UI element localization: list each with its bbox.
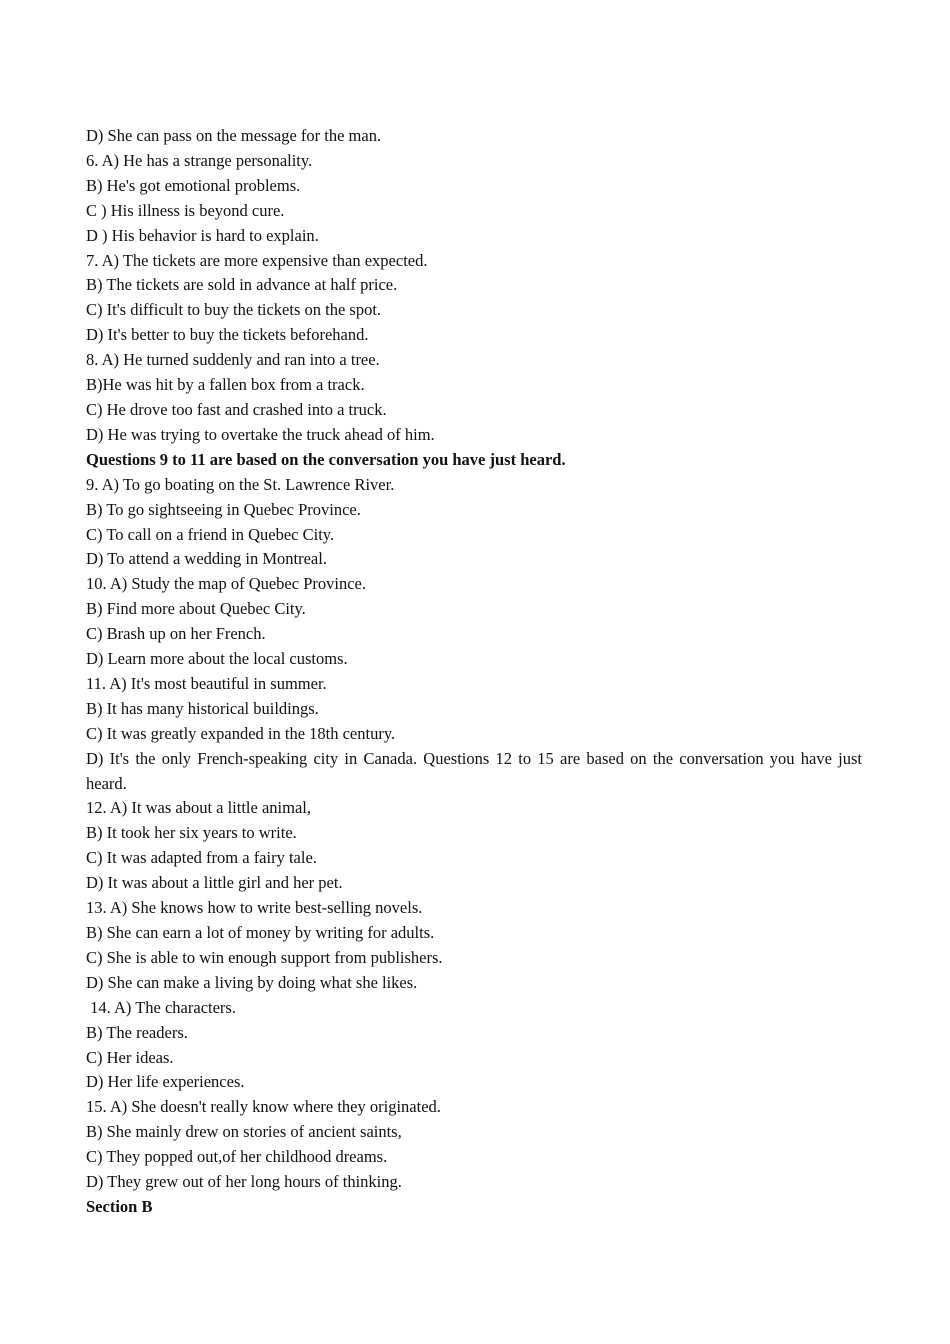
text-line: C) It's difficult to buy the tickets on the spot. — [86, 300, 382, 320]
text-line: C) She is able to win enough support from publishers. — [86, 947, 443, 967]
text-line: 14. A) The characters. — [86, 997, 236, 1017]
text-line: C) To call on a friend in Quebec City. — [86, 524, 335, 544]
text-line: D ) His behavior is hard to explain. — [86, 225, 319, 245]
text-line: 6. A) He has a strange personality. — [86, 150, 313, 170]
text-line: D) It's the only French-speaking city in Canada. Questions 12 to 15 are based on the conversation you have just heard. — [86, 748, 862, 793]
text-line: 9. A) To go boating on the St. Lawrence River. — [86, 474, 395, 494]
text-line: 11. A) It's most beautiful in summer. — [86, 673, 327, 693]
section-heading: Section B — [86, 1196, 153, 1216]
text-line: C) It was greatly expanded in the 18th century. — [86, 723, 396, 743]
text-line: B) It has many historical buildings. — [86, 698, 319, 718]
text-line: 7. A) The tickets are more expensive than expected. — [86, 250, 428, 270]
text-line: 8. A) He turned suddenly and ran into a tree. — [86, 350, 380, 370]
text-line: B) The tickets are sold in advance at half price. — [86, 275, 398, 295]
text-line: C) It was adapted from a fairy tale. — [86, 848, 317, 868]
text-line: D) He was trying to overtake the truck ahead of him. — [86, 424, 435, 444]
text-line: C) They popped out,of her childhood dreams. — [86, 1147, 388, 1167]
document-page — [86, 124, 862, 1220]
text-line: D) Her life experiences. — [86, 1072, 245, 1092]
text-line: C) Her ideas. — [86, 1047, 174, 1067]
text-line: B) The readers. — [86, 1022, 188, 1042]
text-line: B) It took her six years to write. — [86, 823, 297, 843]
text-line: 15. A) She doesn't really know where they originated. — [86, 1097, 441, 1117]
text-line: 13. A) She knows how to write best-selling novels. — [86, 898, 423, 918]
text-line: B) He's got emotional problems. — [86, 175, 301, 195]
text-line: B) She mainly drew on stories of ancient saints, — [86, 1122, 402, 1142]
text-line: C) He drove too fast and crashed into a truck. — [86, 399, 387, 419]
text-line: 12. A) It was about a little animal, — [86, 798, 311, 818]
text-line: 10. A) Study the map of Quebec Province. — [86, 574, 366, 594]
text-line: D) They grew out of her long hours of thinking. — [86, 1172, 402, 1192]
text-line: C ) His illness is beyond cure. — [86, 200, 285, 220]
text-line: C) Brash up on her French. — [86, 624, 266, 644]
text-line: B) She can earn a lot of money by writing for adults. — [86, 923, 435, 942]
text-line: B) To go sightseeing in Quebec Province. — [86, 499, 361, 519]
text-line: D) Learn more about the local customs. — [86, 649, 348, 669]
text-line: D) It's better to buy the tickets beforehand. — [86, 325, 369, 345]
text-line: D) She can make a living by doing what she likes. — [86, 972, 418, 992]
text-line: D) She can pass on the message for the man. — [86, 126, 382, 145]
text-line: D) To attend a wedding in Montreal. — [86, 549, 327, 569]
text-line: B)He was hit by a fallen box from a track. — [86, 375, 365, 395]
text-line: B) Find more about Quebec City. — [86, 599, 306, 619]
section-heading: Questions 9 to 11 are based on the conversation you have just heard. — [86, 449, 566, 469]
text-line: D) It was about a little girl and her pet. — [86, 873, 343, 893]
